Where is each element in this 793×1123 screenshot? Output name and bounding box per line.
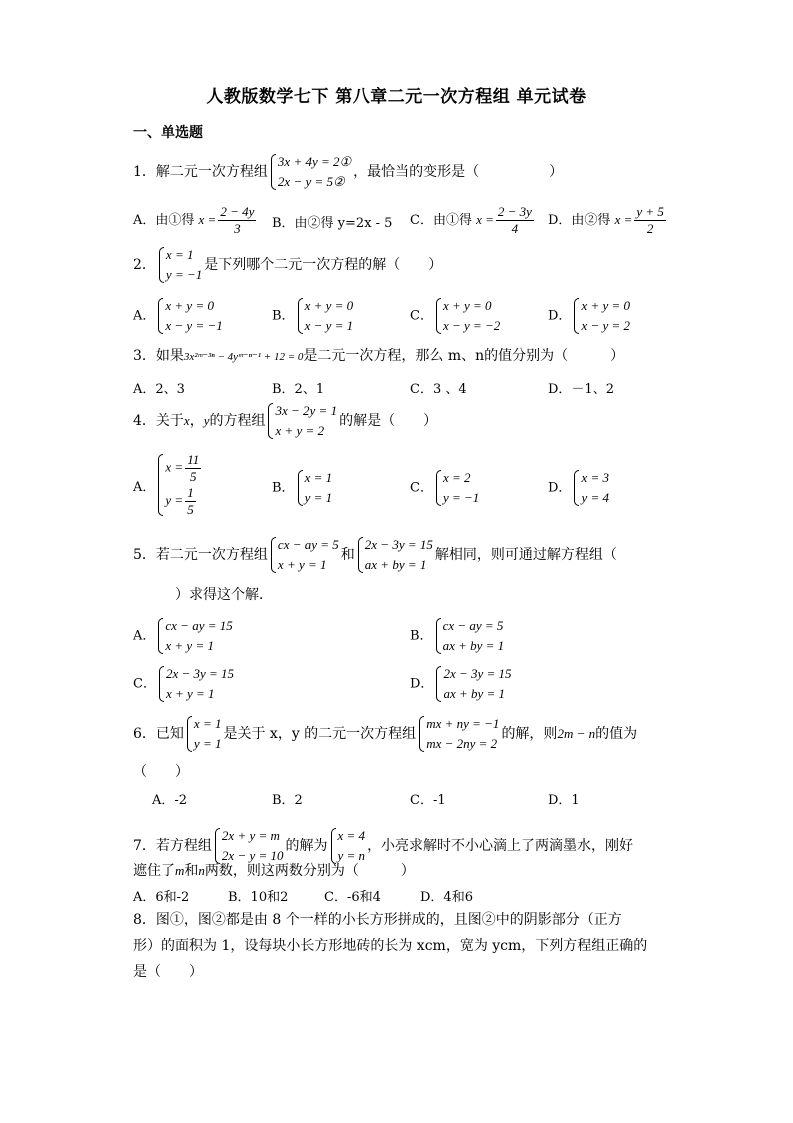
question-1: 1．解二元一次方程组 3x + 4y = 2① 2x − y = 5② ，最恰当的变形是（ ） bbox=[133, 152, 563, 192]
q1-option-c: C．由①得 x = $\frac{2 - 3y}{4}$ bbox=[410, 204, 532, 236]
question-2: 2． x = 1 y = −1 是下列哪个二元一次方程的解（ ） bbox=[133, 245, 442, 285]
q7-stem-line2: 遮住了m和n两数，则这两数分别为（ ） bbox=[133, 863, 415, 879]
q3-expression: 3x²ᵐ⁻³ⁿ − 4yᵐ⁻ⁿ⁻¹ + 12 = 0 bbox=[183, 351, 304, 363]
q3-option-c: C．3 、4 bbox=[410, 382, 467, 397]
question-3: 3．如果3x²ᵐ⁻³ⁿ − 4yᵐ⁻ⁿ⁻¹ + 12 = 0是二元一次方程，那么 m、n的值分别为（ ） bbox=[133, 348, 625, 364]
section-heading: 一、单选题 bbox=[133, 125, 203, 141]
question-6: 6．已知 x = 1 y = 1 是关于 x，y 的二元一次方程组 mx + ny = −1 mx − 2ny = 2 的解，则2m − n的值为 bbox=[133, 714, 637, 754]
question-4: 4．关于x，y的方程组 3x − 2y = 1 x + y = 2 的解是（ ） bbox=[133, 401, 437, 441]
question-8-line1: 8．图①，图②都是由 8 个一样的小长方形拼成的，且图②中的阴影部分（正方 bbox=[133, 912, 622, 928]
question-5: 5．若二元一次方程组 cx − ay = 5 x + y = 1 和 2x − 3y = 15 ax + by = 1 解相同，则可通过解方程组（ bbox=[133, 535, 617, 575]
q4-option-b: B． x = 1 y = 1 bbox=[272, 468, 334, 508]
q1-stem: 1．解二元一次方程组 bbox=[133, 164, 268, 180]
q7-option-a: A．6和-2 bbox=[133, 890, 190, 905]
q5-stem-line2: ）求得这个解． bbox=[175, 587, 273, 603]
q4-option-d: D． x = 3 y = 4 bbox=[548, 468, 611, 508]
q1-option-a: A．由①得 x = $\frac{2 - 4y}{3}$ bbox=[133, 204, 255, 236]
q7-option-d: D．4和6 bbox=[420, 890, 473, 905]
q5-option-a: A． cx − ay = 15 x + y = 1 bbox=[133, 616, 235, 656]
q6-option-b: B．2 bbox=[272, 793, 303, 808]
q5-option-c: C． 2x − 3y = 15 x + y = 1 bbox=[133, 664, 236, 704]
q6-option-d: D．1 bbox=[548, 793, 580, 808]
q5-option-d: D． 2x − 3y = 15 ax + by = 1 bbox=[410, 664, 514, 704]
q4-option-c: C． x = 2 y = −1 bbox=[410, 468, 481, 508]
q2-option-c: C． x + y = 0 x − y = −2 bbox=[410, 296, 502, 336]
page-title: 人教版数学七下 第八章二元一次方程组 单元试卷 bbox=[206, 87, 587, 107]
q2-system: x = 1 y = −1 bbox=[158, 245, 202, 285]
q3-option-b: B．2、1 bbox=[272, 382, 325, 397]
q3-option-d: D．－1、2 bbox=[548, 382, 614, 397]
q6-paren: （ ） bbox=[133, 764, 189, 780]
question-8-line2: 形）的面积为 1，设每块小长方形地砖的长为 xcm，宽为 ycm，下列方程组正确的 bbox=[133, 938, 648, 954]
q4-system: 3x − 2y = 1 x + y = 2 bbox=[267, 401, 337, 441]
q7-option-c: C．-6和4 bbox=[324, 890, 381, 905]
q6-option-a: A．-2 bbox=[152, 793, 188, 808]
q2-option-b: B． x + y = 0 x − y = 1 bbox=[272, 296, 355, 336]
question-8-line3: 是（ ） bbox=[133, 964, 203, 980]
q2-option-a: A． x + y = 0 x − y = −1 bbox=[133, 296, 225, 336]
q2-option-d: D． x + y = 0 x − y = 2 bbox=[548, 296, 632, 336]
question-7: 7．若方程组 2x + y = m 2x − y = 10 的解为 x = 4 y = n ，小亮求解时不小心滴上了两滴墨水，刚好 bbox=[133, 826, 633, 866]
q1-system: 3x + 4y = 2① 2x − y = 5② bbox=[270, 152, 351, 192]
q3-option-a: A．2、3 bbox=[133, 382, 185, 397]
q7-option-b: B．10和2 bbox=[228, 890, 289, 905]
q1-option-b: B．由②得 y=2x - 5 bbox=[272, 216, 393, 231]
q4-option-a: A． x = $\frac{11}{5}$ y = $\frac{1}{5}$ bbox=[133, 452, 205, 518]
q1-option-d: D．由②得 x = $\frac{y + 5}{2}$ bbox=[548, 204, 664, 236]
q5-option-b: B． cx − ay = 5 ax + by = 1 bbox=[410, 616, 506, 656]
q6-option-c: C．-1 bbox=[410, 793, 446, 808]
